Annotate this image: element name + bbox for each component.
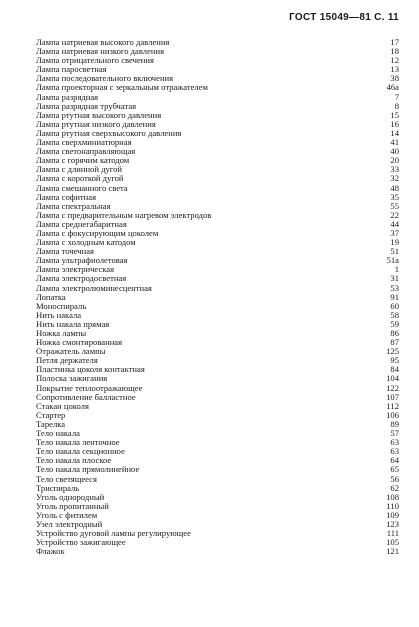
index-term: Тело накала прямолинейное: [36, 465, 140, 475]
index-term: Моноспираль: [36, 301, 87, 311]
index-term: Петля держателя: [36, 356, 98, 366]
index-page-number: 53: [390, 282, 399, 293]
index-page-number: 56: [390, 473, 399, 484]
index-page-number: 104: [386, 373, 399, 384]
index-term: Стартер: [36, 410, 66, 420]
index-entry: [36, 65, 399, 74]
index-entry: [36, 338, 399, 347]
index-term: Лампа разрядная: [36, 92, 99, 102]
index-term: Нить накала прямая: [36, 319, 110, 329]
index-entry: [36, 120, 399, 129]
index-entry: [36, 147, 399, 156]
index-entry: [36, 193, 399, 202]
index-entry: [36, 47, 399, 56]
index-term: Уголь с фитилем: [36, 510, 98, 520]
index-page-number: 107: [386, 391, 399, 402]
index-page-number: 17: [390, 37, 399, 47]
index-entry: [36, 465, 399, 474]
index-entry: [36, 511, 399, 520]
index-page-number: 105: [386, 537, 399, 548]
index-term: Пластинка цоколя контактная: [36, 365, 145, 375]
index-term: Флажок: [36, 547, 65, 557]
index-page-number: 32: [390, 173, 399, 184]
index-entry: [36, 374, 399, 383]
index-entry: [36, 93, 399, 102]
index-page-number: 13: [390, 64, 399, 75]
index-page-number: 38: [390, 73, 399, 84]
index-term: Тело светящееся: [36, 474, 97, 484]
index-page-number: 16: [390, 118, 399, 129]
index-page-number: 51: [390, 246, 399, 257]
index-entry: [36, 293, 399, 302]
index-term: Тарелка: [36, 419, 66, 429]
index-term: Отражатель лампы: [36, 347, 106, 357]
index-entry: [36, 111, 399, 120]
index-term: Узел электродный: [36, 519, 103, 529]
index-term: Уголь однородный: [36, 492, 105, 502]
index-page-number: 44: [390, 218, 399, 229]
index-entry: [36, 311, 399, 320]
index-entry: [36, 302, 399, 311]
index-term: Уголь пропитанный: [36, 501, 109, 511]
index-page-number: 63: [390, 437, 399, 448]
index-list: [36, 38, 399, 556]
index-term: Лампа паросветная: [36, 65, 107, 75]
index-term: Лампа светонаправляющая: [36, 147, 136, 157]
index-term: Лампа ультрафиолетовая: [36, 256, 128, 266]
index-page-number: 106: [386, 409, 399, 420]
index-entry: [36, 420, 399, 429]
index-page-number: 60: [390, 300, 399, 311]
index-entry: [36, 475, 399, 484]
index-term: Ножка смонтированная: [36, 338, 123, 348]
index-term: Лампа электролюминесцентная: [36, 283, 152, 293]
index-page-number: 123: [386, 518, 399, 529]
index-entry: [36, 265, 399, 274]
index-entry: [36, 184, 399, 193]
index-page-number: 87: [390, 337, 399, 348]
index-page-number: 31: [390, 273, 399, 284]
index-term: Нить накала: [36, 310, 82, 320]
index-page-number: 37: [390, 227, 399, 238]
index-page-number: 8: [394, 100, 399, 111]
index-page-number: 89: [390, 418, 399, 429]
index-entry: [36, 329, 399, 338]
index-term: Лампа последовательного включения: [36, 74, 174, 84]
index-page-number: 22: [390, 209, 399, 220]
index-page-number: 125: [386, 346, 399, 357]
index-entry: [36, 402, 399, 411]
index-page-number: 55: [390, 200, 399, 211]
index-term: Лампа с горячим катодом: [36, 156, 130, 166]
index-page-number: 121: [386, 546, 399, 557]
index-entry: [36, 174, 399, 183]
index-term: Тело накала ленточное: [36, 438, 120, 448]
index-term: Лампа ртутная высокого давления: [36, 110, 162, 120]
index-term: Лампа ртутная сверхвысокого давления: [36, 128, 182, 138]
index-term: Триспираль: [36, 483, 80, 493]
index-entry: [36, 138, 399, 147]
index-entry: [36, 356, 399, 365]
index-entry: [36, 393, 399, 402]
index-term: Тело накала секционное: [36, 447, 125, 457]
index-page-number: 18: [390, 46, 399, 57]
index-page-number: 46а: [386, 82, 399, 93]
index-page-number: 51а: [386, 255, 399, 266]
index-entry: [36, 56, 399, 65]
index-page-number: 20: [390, 155, 399, 166]
index-term: Лампа с фокусирующим цоколем: [36, 228, 159, 238]
index-entry: [36, 38, 399, 47]
index-entry: [36, 529, 399, 538]
index-entry: [36, 102, 399, 111]
index-entry: [36, 247, 399, 256]
index-page-number: 91: [390, 291, 399, 302]
index-page-number: 108: [386, 491, 399, 502]
index-page-number: 12: [390, 55, 399, 66]
index-page-number: 64: [390, 455, 399, 466]
index-term: Ножка лампы: [36, 329, 87, 338]
index-entry: [36, 538, 399, 547]
index-entry: [36, 429, 399, 438]
index-term: Полоска зажигания: [36, 374, 108, 384]
index-page-number: 58: [390, 309, 399, 320]
index-page-number: 48: [390, 182, 399, 193]
index-entry: [36, 347, 399, 356]
index-term: Лампа электродосветная: [36, 274, 127, 284]
index-term: Устройство зажигающее: [36, 538, 126, 548]
index-entry: [36, 520, 399, 529]
index-page-number: 1: [394, 264, 399, 275]
index-entry: [36, 547, 399, 556]
index-page-number: 63: [390, 446, 399, 457]
index-page-number: 7: [394, 91, 399, 102]
index-entry: [36, 256, 399, 265]
index-term: Лампа с короткой дугой: [36, 174, 124, 184]
index-term: Лампа с длинной дугой: [36, 165, 122, 175]
index-entry: [36, 229, 399, 238]
index-entry: [36, 384, 399, 393]
index-page-number: 15: [390, 109, 399, 120]
index-page-number: 40: [390, 146, 399, 157]
index-term: Лампа электрическая: [36, 265, 115, 275]
index-term: Стакан цоколя: [36, 401, 89, 411]
index-entry: [36, 202, 399, 211]
index-entry: [36, 284, 399, 293]
index-term: Лампа среднегабаритная: [36, 219, 127, 229]
index-page-number: 14: [390, 127, 399, 138]
index-page-number: 41: [390, 137, 399, 148]
index-term: Лампа с холодным катодом: [36, 238, 136, 248]
index-term: Лампа натриевая высокого давления: [36, 38, 170, 47]
index-page-number: 59: [390, 318, 399, 329]
index-term: Покрытие теплоотражающее: [36, 383, 143, 393]
index-term: Лампа ртутная низкого давления: [36, 119, 156, 129]
index-term: Сопротивление балластное: [36, 392, 136, 402]
index-entry: [36, 83, 399, 92]
index-entry: [36, 365, 399, 374]
index-term: Устройство дуговой лампы регулирующее: [36, 529, 191, 539]
index-entry: [36, 447, 399, 456]
index-page-number: 65: [390, 464, 399, 475]
index-page-number: 112: [386, 400, 399, 411]
index-term: Тело накала: [36, 429, 80, 439]
index-entry: [36, 502, 399, 511]
index-entry: [36, 320, 399, 329]
index-page-number: 109: [386, 509, 399, 520]
index-page-number: 57: [390, 428, 399, 439]
index-entry: [36, 211, 399, 220]
page-header: ГОСТ 15049—81 С. 11: [289, 12, 399, 23]
index-entry: [36, 411, 399, 420]
index-page-number: 33: [390, 164, 399, 175]
index-entry: [36, 493, 399, 502]
index-term: Лампа с предварительным нагревом электродов: [36, 210, 212, 220]
index-entry: [36, 274, 399, 283]
index-term: Лампа софитная: [36, 192, 97, 202]
index-entry: [36, 165, 399, 174]
index-page-number: 122: [386, 382, 399, 393]
index-page-number: 35: [390, 191, 399, 202]
index-entry: [36, 238, 399, 247]
index-page-number: 62: [390, 482, 399, 493]
index-entry: [36, 438, 399, 447]
index-term: Лампа сверхминиатюрная: [36, 138, 132, 148]
index-term: Лампа натриевая низкого давления: [36, 47, 165, 57]
index-term: Лампа отрицательного свечения: [36, 56, 154, 66]
index-page-number: 19: [390, 237, 399, 248]
index-term: Лампа разрядная трубчатая: [36, 101, 137, 111]
index-entry: [36, 74, 399, 83]
index-term: Лампа спектральная: [36, 201, 111, 211]
index-entry: [36, 220, 399, 229]
index-page-number: 84: [390, 364, 399, 375]
index-entry: [36, 156, 399, 165]
index-entry: [36, 456, 399, 465]
index-page-number: 111: [386, 528, 399, 539]
index-term: Лампа смешанного света: [36, 183, 128, 193]
index-page-number: 110: [386, 500, 399, 511]
index-term: Лампа точечная: [36, 247, 94, 257]
index-page-number: 95: [390, 355, 399, 366]
index-entry: [36, 484, 399, 493]
index-entry: [36, 129, 399, 138]
index-term: Тело накала плоское: [36, 456, 112, 466]
index-term: Лампа проекторная с зеркальным отражателем: [36, 83, 208, 93]
index-page-number: 86: [390, 328, 399, 338]
index-term: Лопатка: [36, 292, 66, 302]
